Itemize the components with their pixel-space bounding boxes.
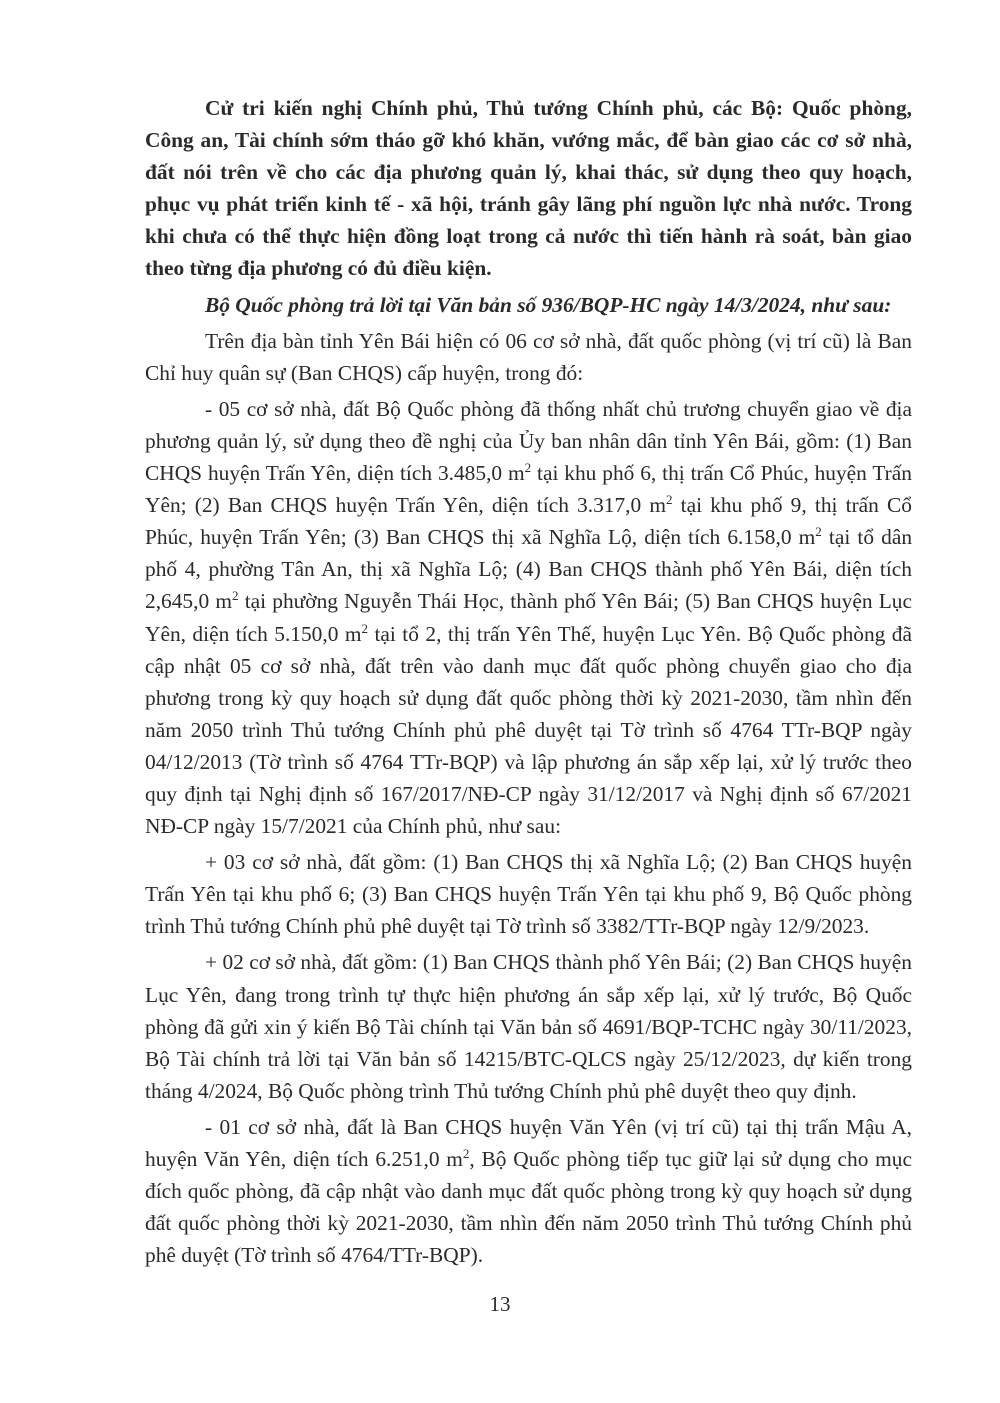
response-heading: Bộ Quốc phòng trả lời tại Văn bản số 936/BQP-HC ngày 14/3/2024, như sau: <box>205 292 892 317</box>
item-five-facilities <box>145 393 912 842</box>
superscript: 2 <box>815 524 822 540</box>
text-segment: tại phường Nguyễn Thái Học, thành phố Yên Bái; (5) Ban CHQS huyện Lục Yên, diện tích 5.150,0 m <box>145 589 912 646</box>
text-segment: tại tổ 2, thị trấn Yên Thế, huyện Lục Yên. Bộ Quốc phòng đã cập nhật 05 cơ sở nhà, đất trên vào danh mục đất quốc phòng chuyển giao cho địa phương trong kỳ quy hoạch sử dụng đất quốc phòng thời kỳ 2021-2030, tầm nhìn đến năm 2050 trình Thủ tướng Chính phủ phê duyệt tại Tờ trình số 4764 TTr-BQP ngày 04/12/2013 (Tờ trình số 4764 TTr-BQP) và lập phương án sắp xếp lại, xử lý trước theo quy định tại Nghị định số 167/2017/NĐ-CP ngày 31/12/2017 và Nghị định số 67/2021 NĐ-CP ngày 15/7/2021 của Chính phủ, như sau: <box>145 621 912 839</box>
text-segment: - 05 cơ sở nhà, đất Bộ Quốc phòng đã thống nhất chủ trương chuyển giao về địa phương quản lý, sử dụng theo đề nghị của Ủy ban nhân dân tỉnh Yên Bái, gồm: (1) Ban CHQS huyện Trấn Yên, diện tích 3.485,0 m <box>145 396 912 486</box>
superscript: 2 <box>232 588 239 604</box>
superscript: 2 <box>361 620 369 636</box>
text-segment: - 01 cơ sở nhà, đất là Ban CHQS huyện Văn Yên (vị trí cũ) tại thị trấn Mậu A, huyện Văn Yên, diện tích 6.251,0 m <box>145 1114 912 1171</box>
superscript: 2 <box>462 1145 470 1161</box>
intro-paragraph: Trên địa bàn tỉnh Yên Bái hiện có 06 cơ sở nhà, đất quốc phòng (vị trí cũ) là Ban Chỉ huy quân sự (Ban CHQS) cấp huyện, trong đó: <box>145 328 912 385</box>
text-segment: tại khu phố 6, thị trấn Cổ Phúc, huyện Trấn Yên; (2) Ban CHQS huyện Trấn Yên, diện tích 3.317,0 m <box>145 461 912 518</box>
superscript: 2 <box>524 459 532 475</box>
text-segment: tại khu phố 9, thị trấn Cổ Phúc, huyện Trấn Yên; (3) Ban CHQS thị xã Nghĩa Lộ, diện tích 6.158,0 m <box>145 493 912 550</box>
subitem-two-facilities: + 02 cơ sở nhà, đất gồm: (1) Ban CHQS thành phố Yên Bái; (2) Ban CHQS huyện Lục Yên, đang trong trình tự thực hiện phương án sắp xếp lại, xử lý trước, Bộ Quốc phòng đã gửi xin ý kiến Bộ Tài chính tại Văn bản số 4691/BQP-TCHC ngày 30/11/2023, Bộ Tài chính trả lời tại Văn bản số 14215/BTC-QLCS ngày 25/12/2023, dự kiến trong tháng 4/2024, Bộ Quốc phòng trình Thủ tướng Chính phủ phê duyệt theo quy định. <box>145 950 912 1103</box>
item-one-facility <box>145 1111 912 1271</box>
text-segment: , Bộ Quốc phòng tiếp tục giữ lại sử dụng cho mục đích quốc phòng, đã cập nhật vào danh mục đất quốc phòng trong kỳ quy hoạch sử dụng đất quốc phòng thời kỳ 2021-2030, tầm nhìn đến năm 2050 trình Thủ tướng Chính phủ phê duyệt (Tờ trình số 4764/TTr-BQP). <box>145 1147 912 1268</box>
text-segment: tại tổ dân phố 4, phường Tân An, thị xã Nghĩa Lộ; (4) Ban CHQS thành phố Yên Bái, diện tích 2,645,0 m <box>145 525 913 614</box>
petition-paragraph: Cử tri kiến nghị Chính phủ, Thủ tướng Chính phủ, các Bộ: Quốc phòng, Công an, Tài chính sớm tháo gỡ khó khăn, vướng mắc, để bàn giao các cơ sở nhà, đất nói trên về cho các địa phương quản lý, khai thác, sử dụng theo quy hoạch, phục vụ phát triển kinh tế - xã hội, tránh gây lãng phí nguồn lực nhà nước. Trong khi chưa có thể thực hiện đồng loạt trong cả nước thì tiến hành rà soát, bàn giao theo từng địa phương có đủ điều kiện. <box>145 96 912 281</box>
page-number: 13 <box>489 1292 511 1316</box>
subitem-three-facilities: + 03 cơ sở nhà, đất gồm: (1) Ban CHQS thị xã Nghĩa Lộ; (2) Ban CHQS huyện Trấn Yên tại khu phố 6; (3) Ban CHQS huyện Trấn Yên tại khu phố 9, Bộ Quốc phòng trình Thủ tướng Chính phủ phê duyệt tại Tờ trình số 3382/TTr-BQP ngày 12/9/2023. <box>145 850 912 939</box>
superscript: 2 <box>666 492 673 507</box>
